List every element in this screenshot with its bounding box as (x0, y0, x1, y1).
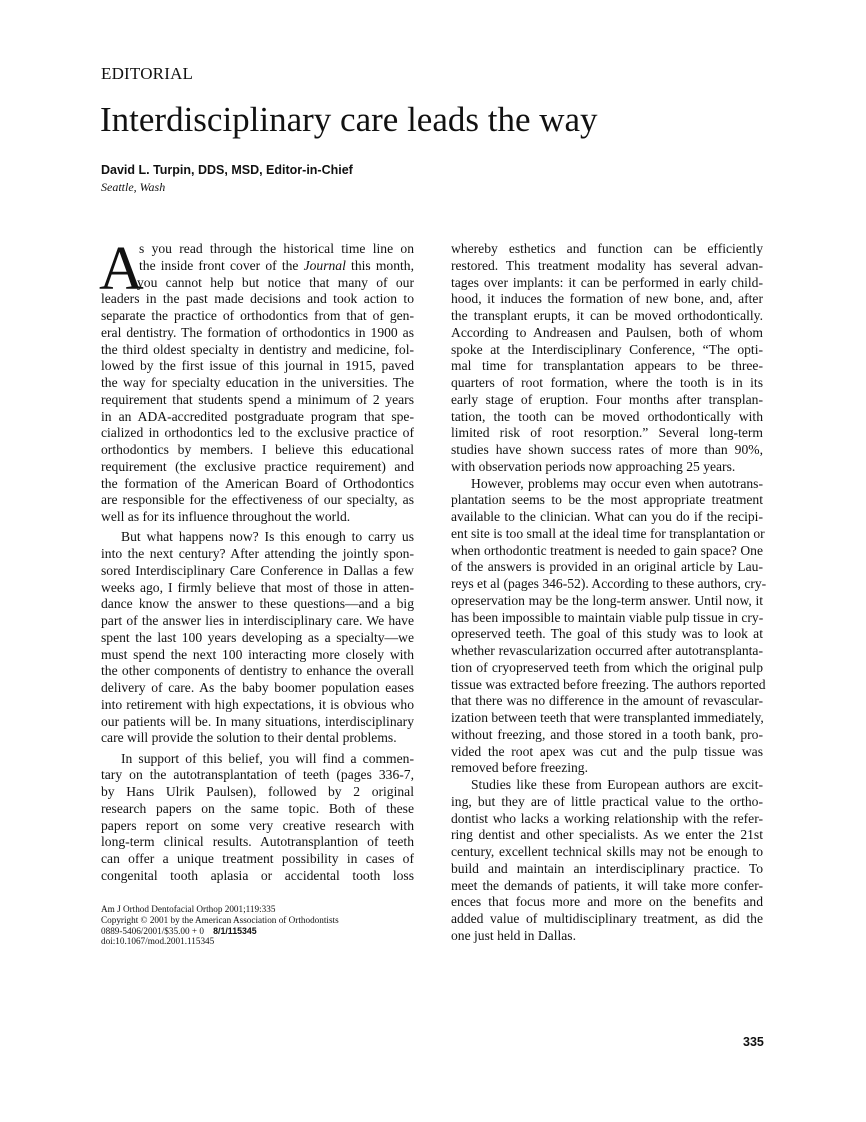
text-line: tation, the tooth can be moved orthodontically with (451, 408, 763, 424)
article-code: 8/1/115345 (213, 925, 257, 936)
text-line: delivery of care. As the baby boomer population eases (101, 680, 414, 695)
text-line: into retirement with high expectations, it is obvious who (101, 696, 414, 712)
text-line: available to the clinician. What can you do if the recipi- (451, 509, 763, 524)
text-line: well as for its influence throughout the world. (101, 509, 351, 524)
text-line: mal time for transplantation appears to be three- (451, 358, 763, 374)
text-line: research papers on the same topic. Both of these (101, 800, 414, 816)
text-line: the transplant erupts, it can be moved orthodontically. (451, 308, 763, 323)
doi: doi:10.1067/mod.2001.115345 (101, 936, 215, 947)
page-number: 335 (743, 1035, 764, 1049)
text-line: plantation seems to be the most appropriate treatment (451, 492, 763, 508)
text-line: However, problems may occur even when autotrans- (471, 475, 763, 491)
text-line: papers report on some very creative research with (101, 817, 414, 833)
text-line: tages over implants: it can be performed in early child- (451, 274, 763, 290)
text-line: added value of multidisciplinary treatment, as did the (451, 911, 763, 926)
text-line: ring dentist and other specialists. As we enter the 21st (451, 827, 763, 843)
journal-citation: Am J Orthod Dentofacial Orthop 2001;119:335 (101, 904, 276, 914)
text-line: of the answers is provided in an original article by Lau- (451, 559, 763, 575)
text-line: without freezing, and those stored in a tooth bank, pro- (451, 726, 763, 742)
text-line: vided the root apex was cut and the pulp tissue was (451, 743, 763, 759)
text-line: in an ADA-accredited postgraduate program that spe- (101, 408, 414, 424)
text-line: must spend the next 100 interacting more closely with (101, 646, 414, 662)
text-line: by Hans Ulrik Paulsen), followed by 2 original (101, 784, 414, 799)
text-line: long-term clinical results. Autotransplantion of teeth (101, 834, 414, 850)
text-line: the third oldest specialty in dentistry and medicine, fol- (101, 341, 414, 357)
text-line: dontist who lacks a working relationship with the refer- (451, 810, 763, 826)
text-line: spent the last 100 years developing as a specialty—we (101, 629, 414, 645)
text-line: sored Interdisciplinary Care Conference in Dallas a few (101, 562, 414, 578)
section-label: EDITORIAL (101, 64, 194, 83)
text-line: restored. This treatment modality has several advan- (451, 257, 763, 273)
text-line: ization between teeth that were transplanted immediately, (451, 710, 764, 725)
author-affiliation: Seattle, Wash (101, 180, 166, 194)
text-line: s you read through the historical time line on (139, 241, 414, 256)
text-line: But what happens now? Is this enough to carry us (121, 529, 414, 545)
text-line: ing, but they are of little practical value to the ortho- (451, 793, 763, 809)
text-line: can offer a unique treatment possibility in cases of (101, 851, 414, 866)
text-line: According to Andreasen and Paulsen, both of whom (451, 324, 763, 340)
text-span: this month, (345, 257, 414, 273)
text-line: In support of this belief, you will find a commen- (121, 750, 414, 766)
text-line: leaders in the past made decisions and took action to (101, 291, 414, 307)
text-line: our patients will be. In many situations, interdisciplinary (101, 713, 414, 729)
text-line: cialized in orthodontics led to the exclusive practice of (101, 425, 414, 441)
article-title: Interdisciplinary care leads the way (100, 100, 598, 139)
text-line: into the next century? After attending the jointly spon- (101, 546, 414, 561)
citation-footnote (101, 904, 339, 947)
text-span: the inside front cover of the (139, 257, 304, 273)
journal-italic: Journal (303, 257, 346, 273)
text-line: ent site is too small at the ideal time for transplantation or (451, 525, 765, 541)
text-line: tissue was extracted before freezing. The authors reported (451, 676, 766, 692)
author-byline: David L. Turpin, DDS, MSD, Editor-in-Chief (101, 163, 353, 177)
text-line: tary on the autotransplantation of teeth (pages 336-7, (101, 767, 414, 783)
copyright-notice: Copyright © 2001 by the American Association of Orthodontists (101, 914, 339, 925)
text-line: ences that focus more and more on the benefits and (451, 894, 763, 910)
text-line: century, excellent technical skills may not be enough to (451, 844, 763, 859)
text-line: the formation of the American Board of Orthodontics (101, 475, 414, 491)
issn-line (101, 926, 339, 937)
text-line: studies have shown success rates of more than 90%, (451, 442, 763, 457)
text-line: quarters of root formation, where the tooth is in its (451, 375, 763, 390)
text-line: spoke at the Interdisciplinary Conference, “The opti- (451, 341, 763, 357)
text-line: Studies like these from European authors are excit- (471, 777, 763, 792)
text-line: removed before freezing. (451, 760, 588, 776)
drop-cap: A (99, 235, 144, 303)
text-line: reys et al (pages 346-52). According to these authors, cry- (451, 576, 767, 591)
text-line: opreserved teeth. The goal of this study was to look at (451, 626, 763, 642)
text-line: one just held in Dallas. (451, 927, 576, 943)
text-line: congenital tooth aplasia or accidental tooth loss (101, 867, 414, 883)
text-line: dance know the answer to these questions—and a big (101, 596, 414, 612)
text-line: orthodontics by members. I believe this educational (101, 442, 414, 457)
text-line (101, 258, 414, 275)
text-line: early stage of eruption. Four months after transplan- (451, 391, 763, 407)
right-column (451, 241, 767, 945)
text-line: tion of cryopreserved teeth from which the original pulp (451, 659, 763, 675)
text-line: lowed by the first issue of this journal in 1915, paved (101, 358, 414, 374)
text-line: hood, it induces the formation of new bone, and, after (451, 291, 763, 307)
text-line: with observation periods now approaching 25 years. (451, 458, 736, 474)
text-line: limited risk of root resorption.” Several long-term (451, 425, 763, 441)
text-line: opreservation may be the long-term answer. Until now, it (451, 592, 763, 608)
text-line: build and maintain an interdisciplinary practice. To (451, 860, 763, 876)
text-line: whereby esthetics and function can be efficiently (451, 241, 763, 256)
text-line: care will provide the solution to their dental problems. (101, 730, 397, 746)
text-line: are responsible for the effectiveness of our specialty, as (101, 492, 414, 508)
issn-price: 0889-5406/2001/$35.00 + 0 (101, 925, 204, 936)
text-line: eral dentistry. The formation of orthodontics in 1900 as (101, 324, 414, 340)
text-line: separate the practice of orthodontics from that of gen- (101, 308, 414, 323)
text-line: you cannot help but notice that many of our (137, 274, 414, 290)
text-line: has been impossible to maintain viable pulp tissue in cry- (451, 609, 764, 625)
text-line: requirement (the exclusive practice requirement) and (101, 458, 414, 474)
text-line: the way for specialty education in the universities. The (101, 375, 414, 390)
text-line: weeks ago, I firmly believe that most of those in atten- (101, 579, 414, 595)
text-line: requirement that students spend a minimum of 2 years (101, 391, 414, 407)
text-line: part of the answer lies in interdisciplinary care. We have (101, 613, 414, 628)
text-line: whether revascularization occurred after autotransplanta- (451, 643, 763, 658)
text-line: when orthodontic treatment is needed to gain space? One (451, 542, 763, 558)
left-column (99, 235, 414, 885)
text-line: meet the demands of patients, it will take more confer- (451, 877, 763, 893)
text-line: that there was no difference in the amount of revascular- (451, 693, 763, 709)
text-line: the other components of dentistry to enhance the overall (101, 663, 414, 679)
